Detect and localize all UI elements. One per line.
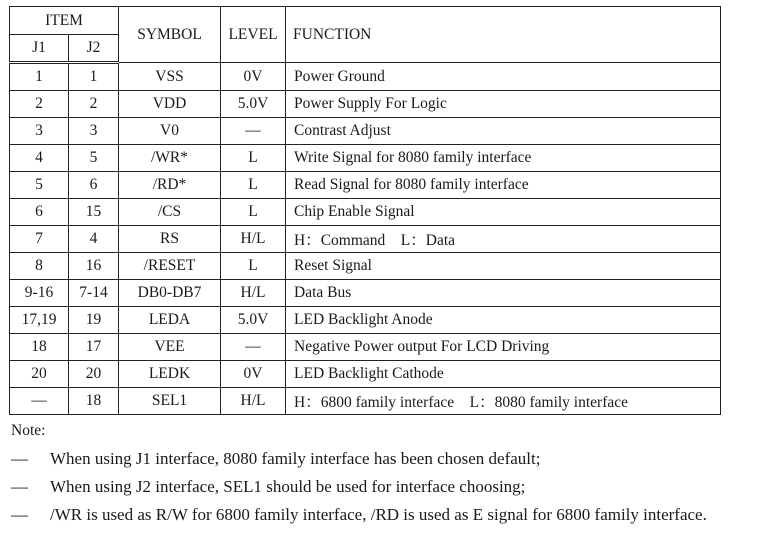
cell-j1: 5 [10,172,69,199]
cell-function: Data Bus [286,280,721,307]
cell-j2: 3 [69,118,119,145]
note-text: When using J1 interface, 8080 family interface has been chosen default; [50,449,541,468]
cell-j2: 15 [69,199,119,226]
cell-j1: 6 [10,199,69,226]
note-dash: — [11,505,28,524]
cell-level: H/L [221,226,286,253]
cell-function: LED Backlight Cathode [286,361,721,388]
cell-function: LED Backlight Anode [286,307,721,334]
table-row [10,307,721,334]
table-row [10,91,721,118]
table-row [10,199,721,226]
cell-j1: 1 [10,63,69,91]
header-symbol: SYMBOL [119,7,221,63]
header-function: FUNCTION [286,7,721,63]
cell-function: H：Command L：Data [286,226,721,253]
cell-j1: 3 [10,118,69,145]
cell-j1: — [10,388,69,415]
table-row [10,63,721,91]
cell-function: Read Signal for 8080 family interface [286,172,721,199]
cell-function: Contrast Adjust [286,118,721,145]
cell-level: L [221,253,286,280]
cell-function: Power Ground [286,63,721,91]
note-text: When using J2 interface, SEL1 should be used for interface choosing; [50,477,526,496]
table-body [10,63,721,415]
cell-j2: 16 [69,253,119,280]
cell-level: H/L [221,280,286,307]
table-row [10,280,721,307]
header-level: LEVEL [221,7,286,63]
cell-j1: 8 [10,253,69,280]
cell-symbol: /RESET [119,253,221,280]
cell-symbol: /CS [119,199,221,226]
table-row [10,145,721,172]
header-j1: J1 [10,35,69,63]
cell-j2: 20 [69,361,119,388]
cell-symbol: RS [119,226,221,253]
table-row [10,118,721,145]
cell-level: 0V [221,63,286,91]
cell-level: 5.0V [221,307,286,334]
note-text: /WR is used as R/W for 6800 family interface, /RD is used as E signal for 6800 family interface. [50,505,707,524]
cell-j2: 19 [69,307,119,334]
note-item [11,475,756,499]
cell-level: L [221,172,286,199]
note-list [11,447,756,531]
cell-j1: 7 [10,226,69,253]
cell-symbol: SEL1 [119,388,221,415]
table-row [10,388,721,415]
cell-level: — [221,334,286,361]
cell-j2: 17 [69,334,119,361]
cell-symbol: VDD [119,91,221,118]
note-title: Note: [11,422,46,439]
cell-symbol: VSS [119,63,221,91]
cell-level: L [221,199,286,226]
cell-j2: 4 [69,226,119,253]
cell-j2: 7-14 [69,280,119,307]
cell-symbol: DB0-DB7 [119,280,221,307]
cell-function: Chip Enable Signal [286,199,721,226]
table-row [10,334,721,361]
cell-j1: 17,19 [10,307,69,334]
cell-function: Negative Power output For LCD Driving [286,334,721,361]
cell-j1: 18 [10,334,69,361]
note-dash: — [11,449,28,468]
cell-level: 5.0V [221,91,286,118]
note-dash: — [11,477,28,496]
table-row [10,361,721,388]
cell-level: — [221,118,286,145]
cell-level: H/L [221,388,286,415]
cell-j1: 9-16 [10,280,69,307]
cell-j1: 4 [10,145,69,172]
cell-symbol: LEDA [119,307,221,334]
cell-function: Write Signal for 8080 family interface [286,145,721,172]
note-item [11,447,756,471]
cell-j2: 2 [69,91,119,118]
cell-level: 0V [221,361,286,388]
cell-j2: 6 [69,172,119,199]
cell-symbol: VEE [119,334,221,361]
cell-j1: 2 [10,91,69,118]
header-j2: J2 [69,35,119,63]
cell-j2: 1 [69,63,119,91]
cell-j1: 20 [10,361,69,388]
cell-j2: 5 [69,145,119,172]
pin-definition-table [9,6,721,415]
cell-function: Power Supply For Logic [286,91,721,118]
cell-function: H：6800 family interface L：8080 family interface [286,388,721,415]
cell-level: L [221,145,286,172]
note-item [11,503,756,527]
table-row [10,253,721,280]
cell-symbol: LEDK [119,361,221,388]
table-row [10,226,721,253]
cell-symbol: V0 [119,118,221,145]
header-item: ITEM [10,7,119,35]
cell-j2: 18 [69,388,119,415]
table-row [10,172,721,199]
cell-symbol: /WR* [119,145,221,172]
cell-symbol: /RD* [119,172,221,199]
cell-function: Reset Signal [286,253,721,280]
table-header-row [10,7,721,35]
